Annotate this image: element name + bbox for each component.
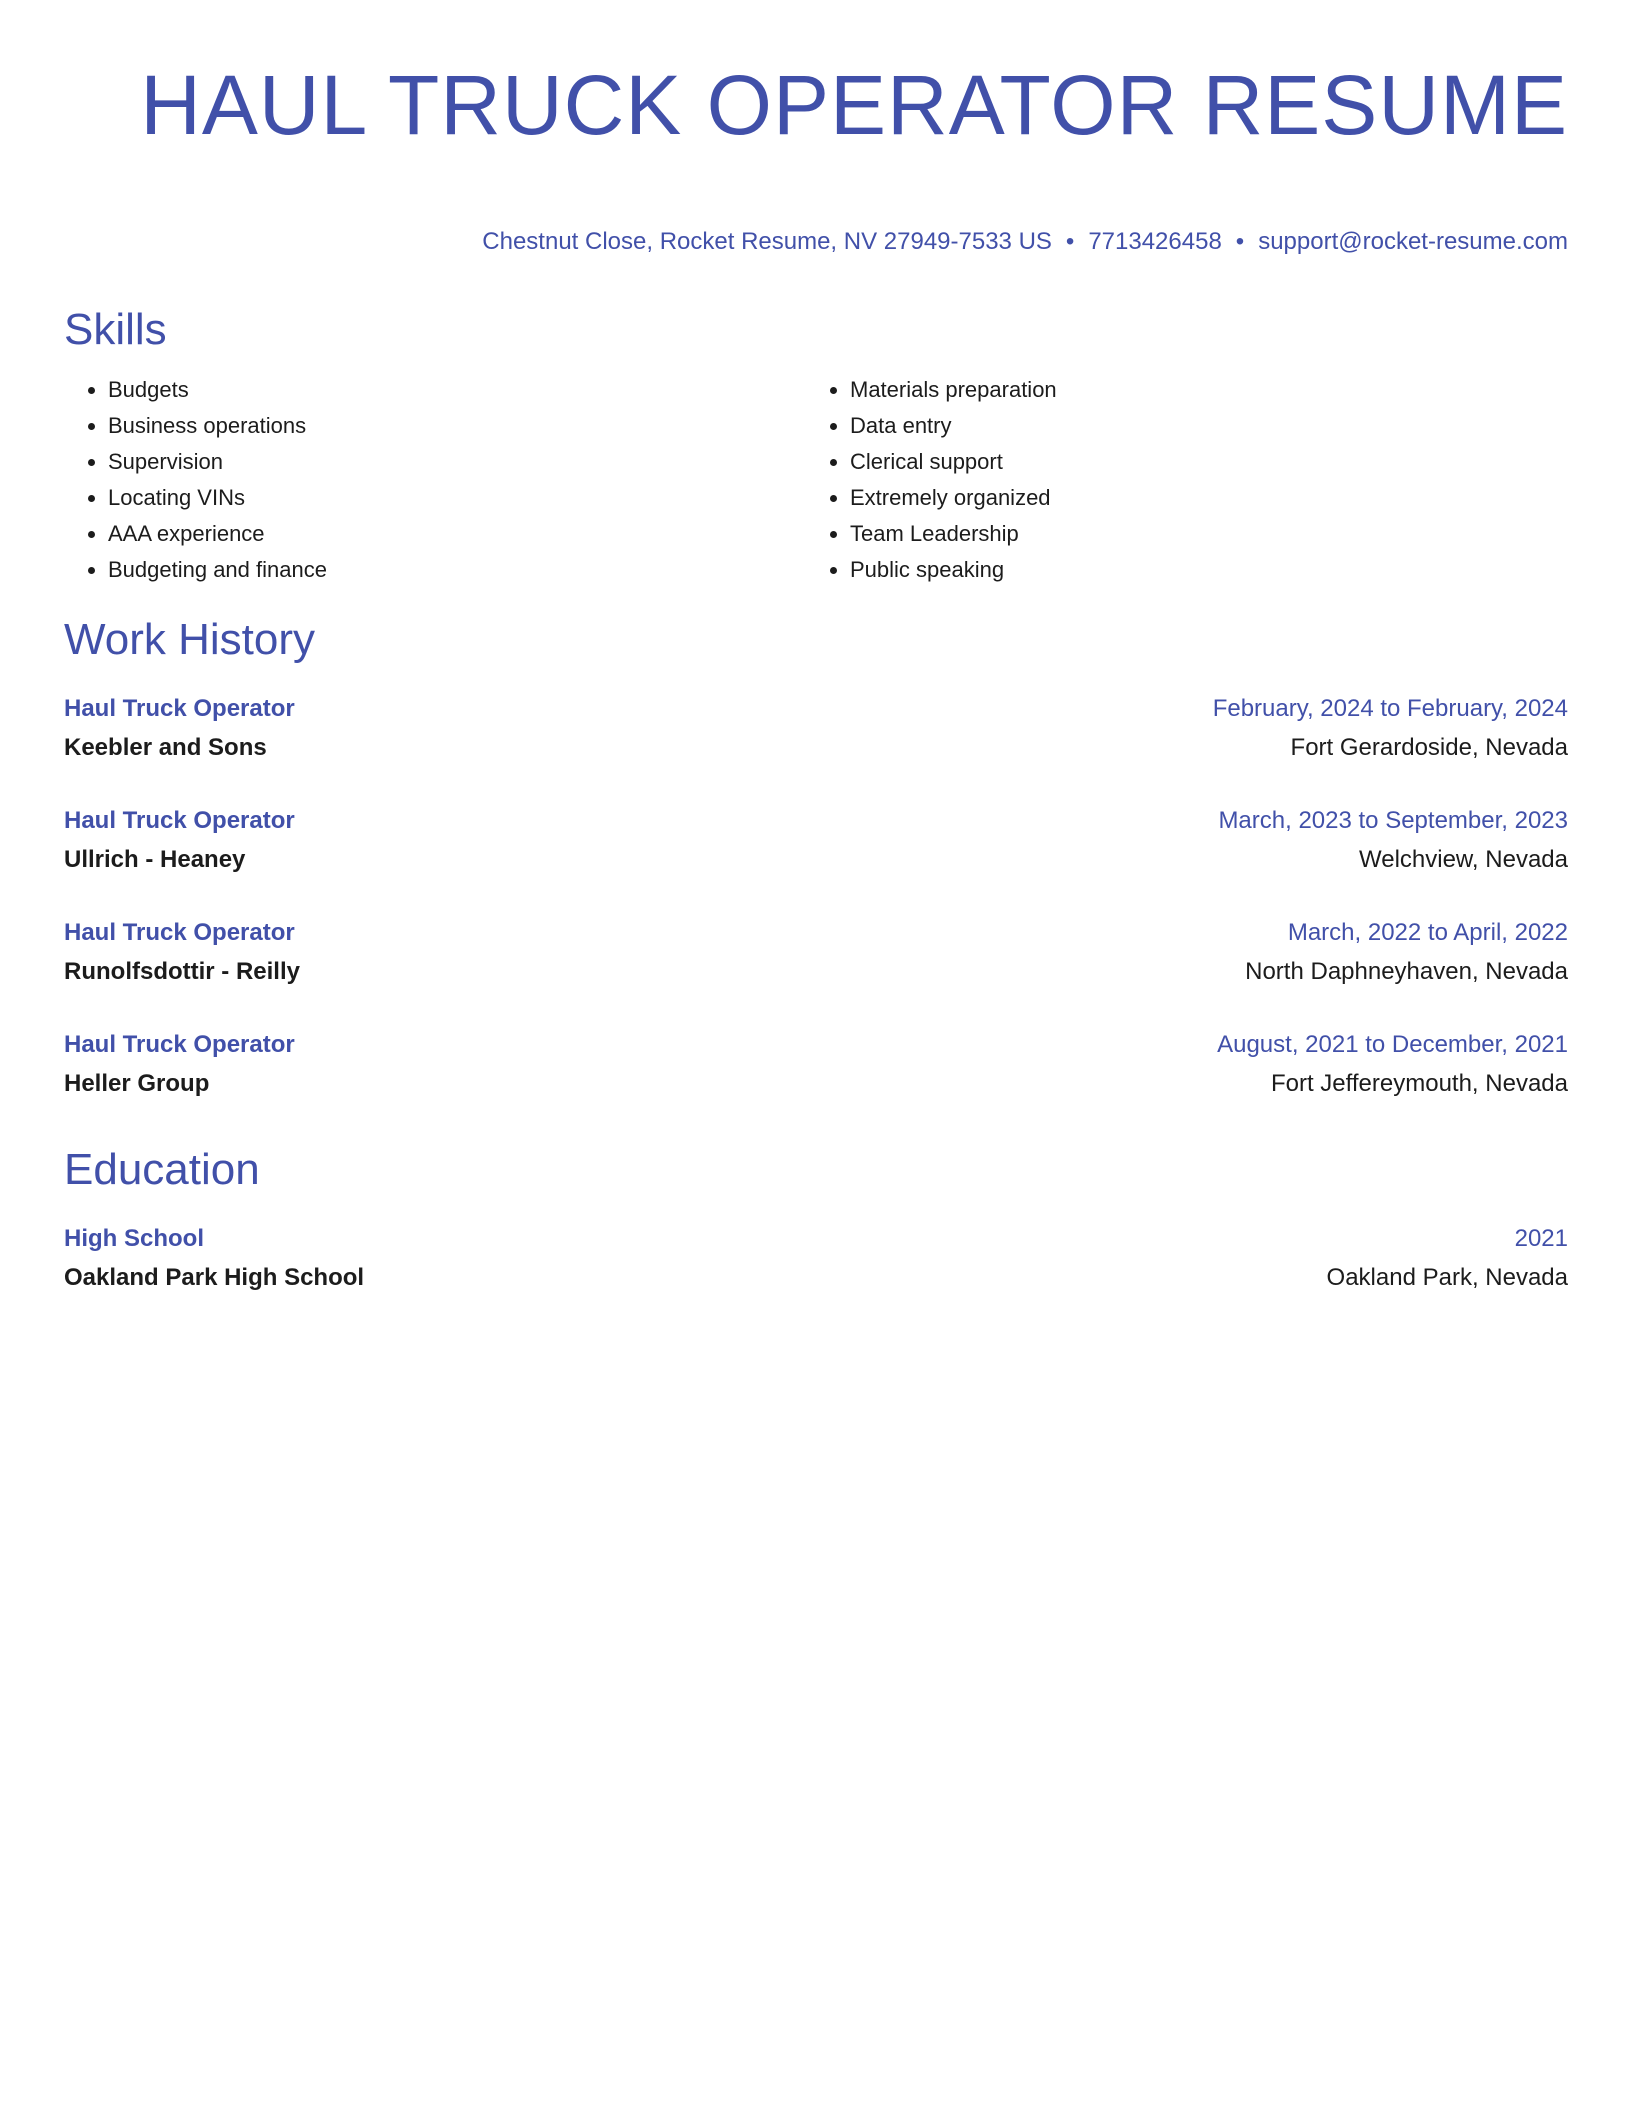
- skill-item: • Supervision: [108, 444, 806, 480]
- job-location: Welchview, Nevada: [1359, 846, 1568, 873]
- resume-title: HAUL TRUCK OPERATOR RESUME: [140, 58, 1568, 152]
- contact-separator: •: [1065, 228, 1075, 255]
- job-location: Fort Jeffereymouth, Nevada: [1270, 1070, 1568, 1097]
- skills-column-right: [806, 372, 1548, 588]
- job-dates: March, 2023 to September, 2023: [1218, 807, 1568, 834]
- job-position: Haul Truck Operator: [64, 919, 295, 946]
- contact-line: [64, 226, 1568, 258]
- job-position: Haul Truck Operator: [64, 1031, 295, 1058]
- skill-item: • AAA experience: [108, 516, 806, 552]
- education-school: Oakland Park High School: [64, 1264, 365, 1291]
- resume-page: [64, 0, 1568, 1298]
- skill-item: • Data entry: [850, 408, 1548, 444]
- job-dates: March, 2022 to April, 2022: [1287, 919, 1568, 946]
- education-heading: Education: [64, 1145, 260, 1194]
- job-dates: February, 2024 to February, 2024: [1212, 695, 1568, 722]
- education-year: 2021: [1514, 1225, 1568, 1252]
- contact-address: Chestnut Close, Rocket Resume, NV 27949-7533 US: [482, 228, 1052, 255]
- job-location: North Daphneyhaven, Nevada: [1245, 958, 1568, 985]
- skill-item: • Business operations: [108, 408, 806, 444]
- skill-item: • Budgets: [108, 372, 806, 408]
- job-location: Fort Gerardoside, Nevada: [1290, 734, 1568, 761]
- skill-item: • Budgeting and finance: [108, 552, 806, 588]
- job-position: Haul Truck Operator: [64, 807, 295, 834]
- contact-separator: •: [1235, 228, 1245, 255]
- skill-item: • Public speaking: [850, 552, 1548, 588]
- job-company: Ullrich - Heaney: [64, 846, 246, 873]
- skill-item: • Clerical support: [850, 444, 1548, 480]
- skills-heading: Skills: [64, 305, 167, 354]
- skill-item: • Materials preparation: [850, 372, 1548, 408]
- education-degree: High School: [64, 1225, 204, 1252]
- job-entry: [64, 914, 1568, 992]
- skills-column-left: [64, 372, 806, 588]
- skill-item: • Team Leadership: [850, 516, 1548, 552]
- job-entry: [64, 1026, 1568, 1104]
- skill-item: • Locating VINs: [108, 480, 806, 516]
- job-company: Runolfsdottir - Reilly: [64, 958, 300, 985]
- job-position: Haul Truck Operator: [64, 695, 295, 722]
- work-history-heading: Work History: [64, 615, 315, 664]
- job-dates: August, 2021 to December, 2021: [1217, 1031, 1568, 1058]
- skill-item: • Extremely organized: [850, 480, 1548, 516]
- skills-list: [64, 372, 1568, 588]
- job-company: Keebler and Sons: [64, 734, 267, 761]
- job-entry: [64, 690, 1568, 768]
- education-location: Oakland Park, Nevada: [1326, 1264, 1568, 1291]
- education-entry: [64, 1220, 1568, 1298]
- job-company: Heller Group: [64, 1070, 210, 1097]
- contact-email: support@rocket-resume.com: [1258, 228, 1568, 255]
- job-entry: [64, 802, 1568, 880]
- contact-phone: 7713426458: [1088, 228, 1222, 255]
